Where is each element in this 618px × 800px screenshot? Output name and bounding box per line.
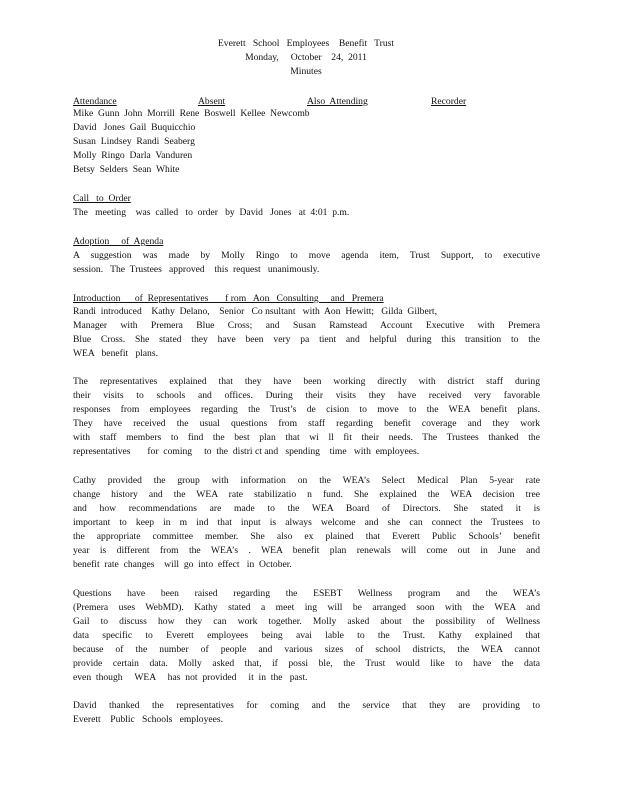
column-absent: Absent xyxy=(198,96,226,107)
header-org: Everett School Employees Benefit Trust xyxy=(217,38,395,49)
reps-paragraph-line: responses from employees regarding the Trust’s de cision to move to the WEA benefit plans. xyxy=(73,404,540,415)
attendance-line: David Jones Gail Buquicchio xyxy=(73,122,196,133)
questions-paragraph-line: (Premera uses WebMD). Kathy stated a meet ing will be arranged soon with the WEA and xyxy=(73,602,540,613)
thanks-paragraph-line: Everett Public Schools employees. xyxy=(73,714,224,725)
questions-paragraph-line: because of the number of people and various sizes of school districts, the WEA cannot xyxy=(73,644,540,655)
questions-paragraph-line: data specific to Everett employees being avai lable to the Trust. Kathy explained that xyxy=(73,630,540,641)
thanks-paragraph-line: David thanked the representatives for coming and the service that they are providing to xyxy=(73,700,540,711)
adoption-line: A suggestion was made by Molly Ringo to move agenda item, Trust Support, to executive xyxy=(73,250,540,261)
header-date: Monday, October 24, 2011 xyxy=(245,52,367,63)
call-to-order-text: The meeting was called to order by David Jones at 4:01 p.m. xyxy=(73,207,350,218)
cathy-paragraph-line: change history and the WEA rate stabilizatio n fund. She explained the WEA decision tree xyxy=(73,489,540,500)
introduction-line: Manager with Premera Blue Cross; and Susan Ramstead Account Executive with Premera xyxy=(73,320,540,331)
attendance-line: Betsy Selders Sean White xyxy=(73,164,180,175)
adoption-line: session. The Trustees approved this request unanimously. xyxy=(73,264,320,275)
reps-paragraph-line: The representatives explained that they have been working directly with district staff during xyxy=(73,376,540,387)
cathy-paragraph-line: and how recommendations are made to the WEA Board of Directors. She stated it is xyxy=(73,503,540,514)
column-attendance: Attendance xyxy=(73,96,117,107)
reps-paragraph-line: representatives for coming to the distri ct and spending time with employees. xyxy=(73,446,420,457)
questions-paragraph-line: provide certain data. Molly asked that, if possi ble, the Trust would like to have the data xyxy=(73,658,540,669)
attendance-line: Susan Lindsey Randi Seaberg xyxy=(73,136,195,147)
column-recorder: Recorder xyxy=(431,96,467,107)
introduction-heading: Introduction of Representatives f rom Aon Consulting and Premera xyxy=(73,293,384,304)
attendance-line: Mike Gunn John Morrill Rene Boswell Kellee Newcomb xyxy=(73,108,310,119)
cathy-paragraph-line: important to keep in m ind that input is always welcome and she can connect the Trustees to xyxy=(73,517,540,528)
reps-paragraph-line: with staff members to find the best plan that wi ll fit their needs. The Trustees thanked the xyxy=(73,432,540,443)
introduction-line: Blue Cross. She stated they have been very pa tient and helpful during this transition to the xyxy=(73,334,540,345)
reps-paragraph-line: They have received the usual questions from staff regarding benefit coverage and they work xyxy=(73,418,540,429)
cathy-paragraph-line: the appropriate committee member. She also ex plained that Everett Public Schools’ benefit xyxy=(73,531,540,542)
reps-paragraph-line: their visits to schools and offices. During their visits they have received very favorable xyxy=(73,390,540,401)
questions-paragraph-line: even though WEA has not provided it in the past. xyxy=(73,672,308,683)
introduction-line: Randi introduced Kathy Delano, Senior Co nsultant with Aon Hewitt; Gilda Gilbert, xyxy=(73,306,437,317)
questions-paragraph-line: Gail to discuss how they can work together. Molly asked about the possibility of Wellness xyxy=(73,616,540,627)
call-to-order-heading: Call to Order xyxy=(73,193,131,204)
cathy-paragraph-line: year is different from the WEA’s . WEA benefit plan renewals will come out in June and xyxy=(73,545,540,556)
attendance-line: Molly Ringo Darla Vanduren xyxy=(73,150,193,161)
introduction-line: WEA benefit plans. xyxy=(73,348,158,359)
header-doc-type: Minutes xyxy=(290,66,322,77)
cathy-paragraph-line: benefit rate changes will go into effect in October. xyxy=(73,559,292,570)
questions-paragraph-line: Questions have been raised regarding the ESEBT Wellness program and the WEA’s xyxy=(73,588,540,599)
cathy-paragraph-line: Cathy provided the group with information on the WEA’s Select Medical Plan 5-year rate xyxy=(73,475,540,486)
column-also-attending: Also Attending xyxy=(307,96,368,107)
adoption-heading: Adoption of Agenda xyxy=(73,236,164,247)
